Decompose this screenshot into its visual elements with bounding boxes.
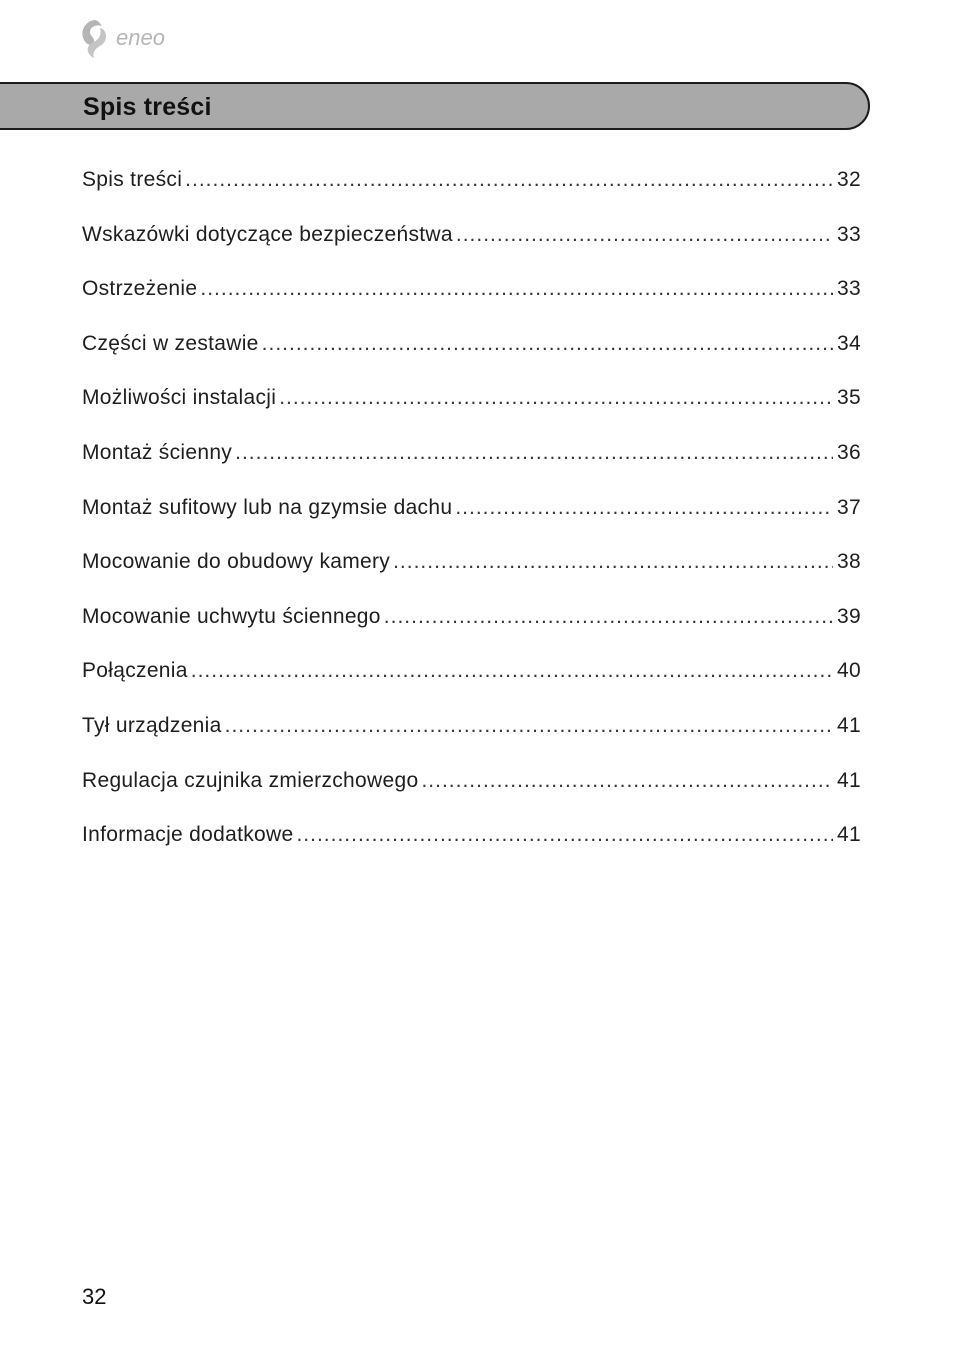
toc-entry-page: 32 (837, 168, 861, 191)
toc-entry-label: Montaż ścienny (82, 440, 233, 464)
toc-entry-page: 38 (837, 550, 861, 574)
toc-entry-label: Mocowanie uchwytu ściennego (82, 604, 381, 628)
toc-leader-dots (384, 605, 833, 629)
toc-entry[interactable] (82, 332, 861, 387)
toc-leader-dots (235, 441, 833, 465)
table-of-contents (82, 168, 861, 878)
toc-entry-page: 41 (837, 713, 861, 737)
toc-entry[interactable] (82, 441, 861, 496)
toc-leader-dots (455, 496, 833, 520)
toc-entry[interactable] (82, 823, 861, 878)
toc-entry-page: 36 (837, 440, 861, 464)
toc-entry[interactable] (82, 223, 861, 278)
toc-entry[interactable] (82, 605, 861, 660)
toc-entry[interactable] (82, 496, 861, 551)
page-number: 32 (82, 1284, 107, 1309)
brand-logo (80, 16, 190, 60)
toc-entry-label: Regulacja czujnika zmierzchowego (82, 768, 419, 792)
toc-leader-dots (393, 550, 833, 574)
toc-entry-label: Wskazówki dotyczące bezpieczeństwa (82, 222, 453, 246)
toc-leader-dots (456, 223, 833, 247)
toc-entry[interactable] (82, 550, 861, 605)
toc-leader-dots (185, 168, 833, 192)
toc-entry[interactable] (82, 168, 861, 223)
toc-entry[interactable] (82, 714, 861, 769)
toc-entry-page: 41 (837, 823, 861, 847)
toc-entry[interactable] (82, 769, 861, 824)
section-header-bar (0, 82, 870, 130)
toc-entry-label: Informacje dodatkowe (82, 823, 294, 847)
toc-leader-dots (262, 332, 833, 356)
toc-leader-dots (225, 714, 833, 738)
toc-entry-page: 34 (837, 331, 861, 355)
toc-leader-dots (191, 659, 833, 683)
eneo-swirl-icon (80, 16, 190, 60)
toc-entry[interactable] (82, 659, 861, 714)
toc-entry-label: Możliwości instalacji (82, 386, 277, 410)
page-title: Spis treści (83, 93, 212, 121)
toc-entry-page: 33 (837, 277, 861, 301)
toc-leader-dots (421, 769, 833, 793)
toc-entry-page: 33 (837, 222, 861, 246)
toc-entry-label: Spis treści (82, 168, 183, 191)
toc-entry-page: 35 (837, 386, 861, 410)
toc-entry-label: Ostrzeżenie (82, 277, 198, 301)
toc-entry-label: Części w zestawie (82, 331, 259, 355)
toc-entry-label: Mocowanie do obudowy kamery (82, 550, 391, 574)
toc-leader-dots (279, 386, 833, 410)
toc-entry-label: Montaż sufitowy lub na gzymsie dachu (82, 495, 453, 519)
toc-entry[interactable] (82, 277, 861, 332)
toc-entry-page: 41 (837, 768, 861, 792)
toc-leader-dots (200, 277, 833, 301)
toc-entry-page: 37 (837, 495, 861, 519)
toc-entry-page: 39 (837, 604, 861, 628)
toc-entry-label: Tył urządzenia (82, 713, 222, 737)
toc-entry-label: Połączenia (82, 659, 188, 683)
toc-entry[interactable] (82, 386, 861, 441)
brand-logo-text: eneo (116, 25, 165, 50)
toc-entry-page: 40 (837, 659, 861, 683)
toc-leader-dots (296, 823, 833, 847)
